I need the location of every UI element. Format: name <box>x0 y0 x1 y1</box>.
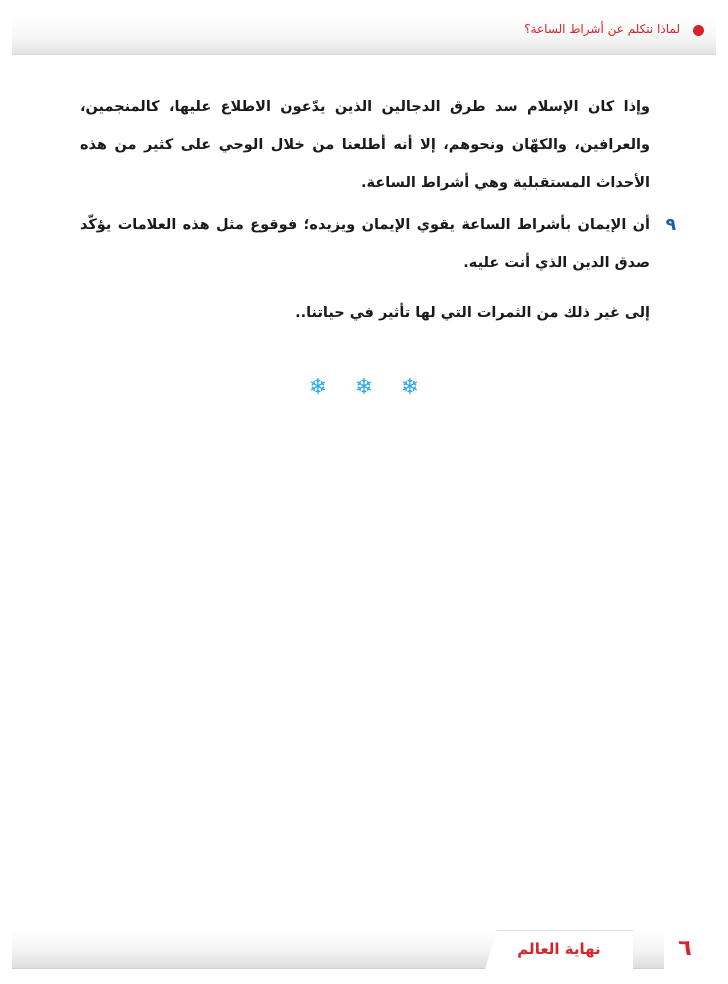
section-separator <box>0 376 728 400</box>
list-number: ٩ <box>665 215 676 235</box>
page-number: ٦ <box>678 936 692 961</box>
page-body <box>80 88 676 332</box>
paragraph: وإذا كان الإسلام سد طرق الدجالين الذين يدّعون الاطلاع عليها، كالمنجمين، والعرافين، والكهّان ونحوهم، إلا أنه أطلعنا من خلال الوحي على كثير من هذه الأحداث المستقبلية وهي أشراط الساعة. <box>80 99 650 191</box>
snowflake-icon: ❄ <box>308 375 328 400</box>
snowflake-icon: ❄ <box>354 375 374 400</box>
book-title: نهاية العالم <box>517 940 601 958</box>
snowflake-icon: ❄ <box>400 375 420 400</box>
chapter-title: لماذا نتكلم عن أشراط الساعة؟ <box>524 22 680 36</box>
closing-sentence: إلى غير ذلك من الثمرات التي لها تأثير في حياتنا.. <box>295 305 650 321</box>
bullet-dot-icon <box>693 25 704 36</box>
list-item <box>80 206 676 282</box>
list-item-text: أن الإيمان بأشراط الساعة يقوي الإيمان ويزيده؛ فوقوع مثل هذه العلامات يؤكّد صدق الدين الذي أنت عليه. <box>80 217 650 271</box>
